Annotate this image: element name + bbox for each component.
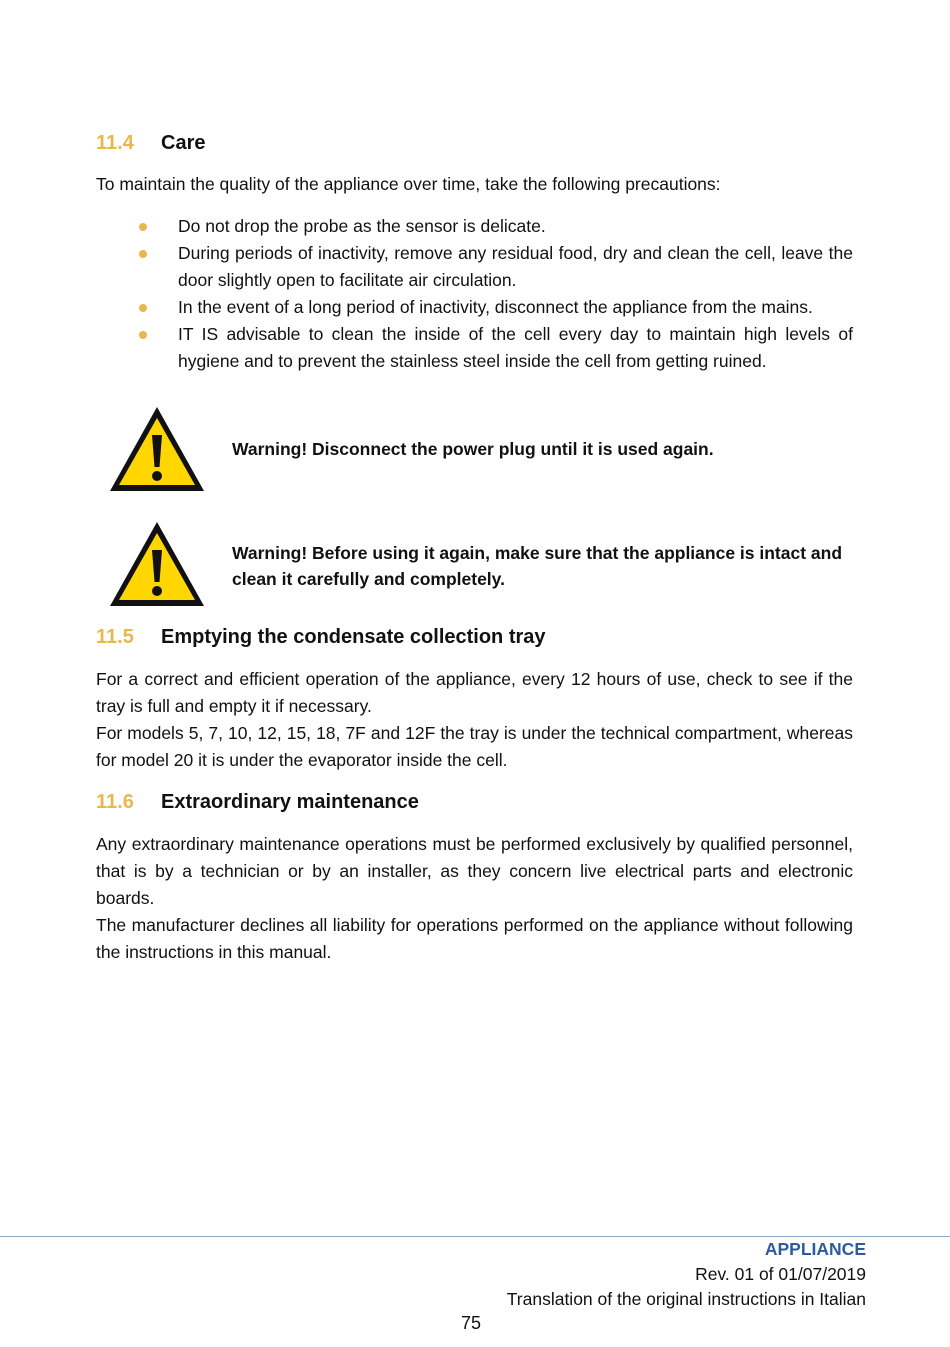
section-heading-care bbox=[96, 131, 205, 155]
section-heading-condensate bbox=[96, 625, 546, 649]
warning-text-1: Warning! Disconnect the power plug until it is used again. bbox=[232, 439, 714, 459]
footer-translation-note: Translation of the original instructions in Italian bbox=[506, 1289, 866, 1309]
section-number: 11.4 bbox=[96, 132, 134, 154]
condensate-body bbox=[96, 666, 853, 774]
section-number: 11.6 bbox=[96, 791, 134, 813]
list-item bbox=[96, 294, 853, 321]
list-item-text: Do not drop the probe as the sensor is delicate. bbox=[178, 216, 546, 236]
section-title: Extraordinary maintenance bbox=[161, 791, 419, 813]
list-item bbox=[96, 240, 853, 294]
bullet-icon bbox=[139, 304, 147, 312]
paragraph: For a correct and efficient operation of the appliance, every 12 hours of use, check to see if the tray is full and empty it if necessary. bbox=[96, 669, 853, 716]
section-title: Emptying the condensate collection tray bbox=[161, 626, 546, 648]
section-title: Care bbox=[161, 132, 206, 154]
care-intro-text: To maintain the quality of the appliance over time, take the following precautions: bbox=[96, 174, 721, 194]
list-item-text: IT IS advisable to clean the inside of the cell every day to maintain high levels of hygiene and to prevent the stainless steel inside the cell from getting ruined. bbox=[178, 324, 853, 371]
warning-triangle-icon bbox=[108, 520, 206, 608]
section-number: 11.5 bbox=[96, 626, 134, 648]
bullet-icon bbox=[139, 331, 147, 339]
bullet-icon bbox=[139, 250, 147, 258]
page-number: 75 bbox=[460, 1313, 482, 1333]
paragraph: The manufacturer declines all liability for operations performed on the appliance without following the instructions in this manual. bbox=[96, 915, 853, 962]
warning-triangle-icon bbox=[108, 405, 206, 493]
maintenance-body bbox=[96, 831, 853, 966]
list-item bbox=[96, 321, 853, 375]
paragraph: Any extraordinary maintenance operations must be performed exclusively by qualified personnel, that is by a technician or by an installer, as they concern live electrical parts and electronic boards. bbox=[96, 834, 853, 908]
bullet-icon bbox=[139, 223, 147, 231]
list-item-text: In the event of a long period of inactivity, disconnect the appliance from the mains. bbox=[178, 297, 813, 317]
footer-revision: Rev. 01 of 01/07/2019 bbox=[695, 1264, 866, 1284]
care-bullet-list bbox=[96, 213, 853, 375]
section-heading-maintenance bbox=[96, 790, 419, 814]
list-item bbox=[96, 213, 853, 240]
footer-brand: APPLIANCE bbox=[764, 1239, 866, 1259]
paragraph: For models 5, 7, 10, 12, 15, 18, 7F and 12F the tray is under the technical compartment, whereas for model 20 it is under the evaporator inside the cell. bbox=[96, 723, 853, 770]
warning-text-2: Warning! Before using it again, make sure that the appliance is intact and clean it carefully and completely. bbox=[232, 543, 843, 589]
care-intro bbox=[96, 171, 853, 198]
list-item-text: During periods of inactivity, remove any residual food, dry and clean the cell, leave the door slightly open to facilitate air circulation. bbox=[178, 243, 853, 290]
